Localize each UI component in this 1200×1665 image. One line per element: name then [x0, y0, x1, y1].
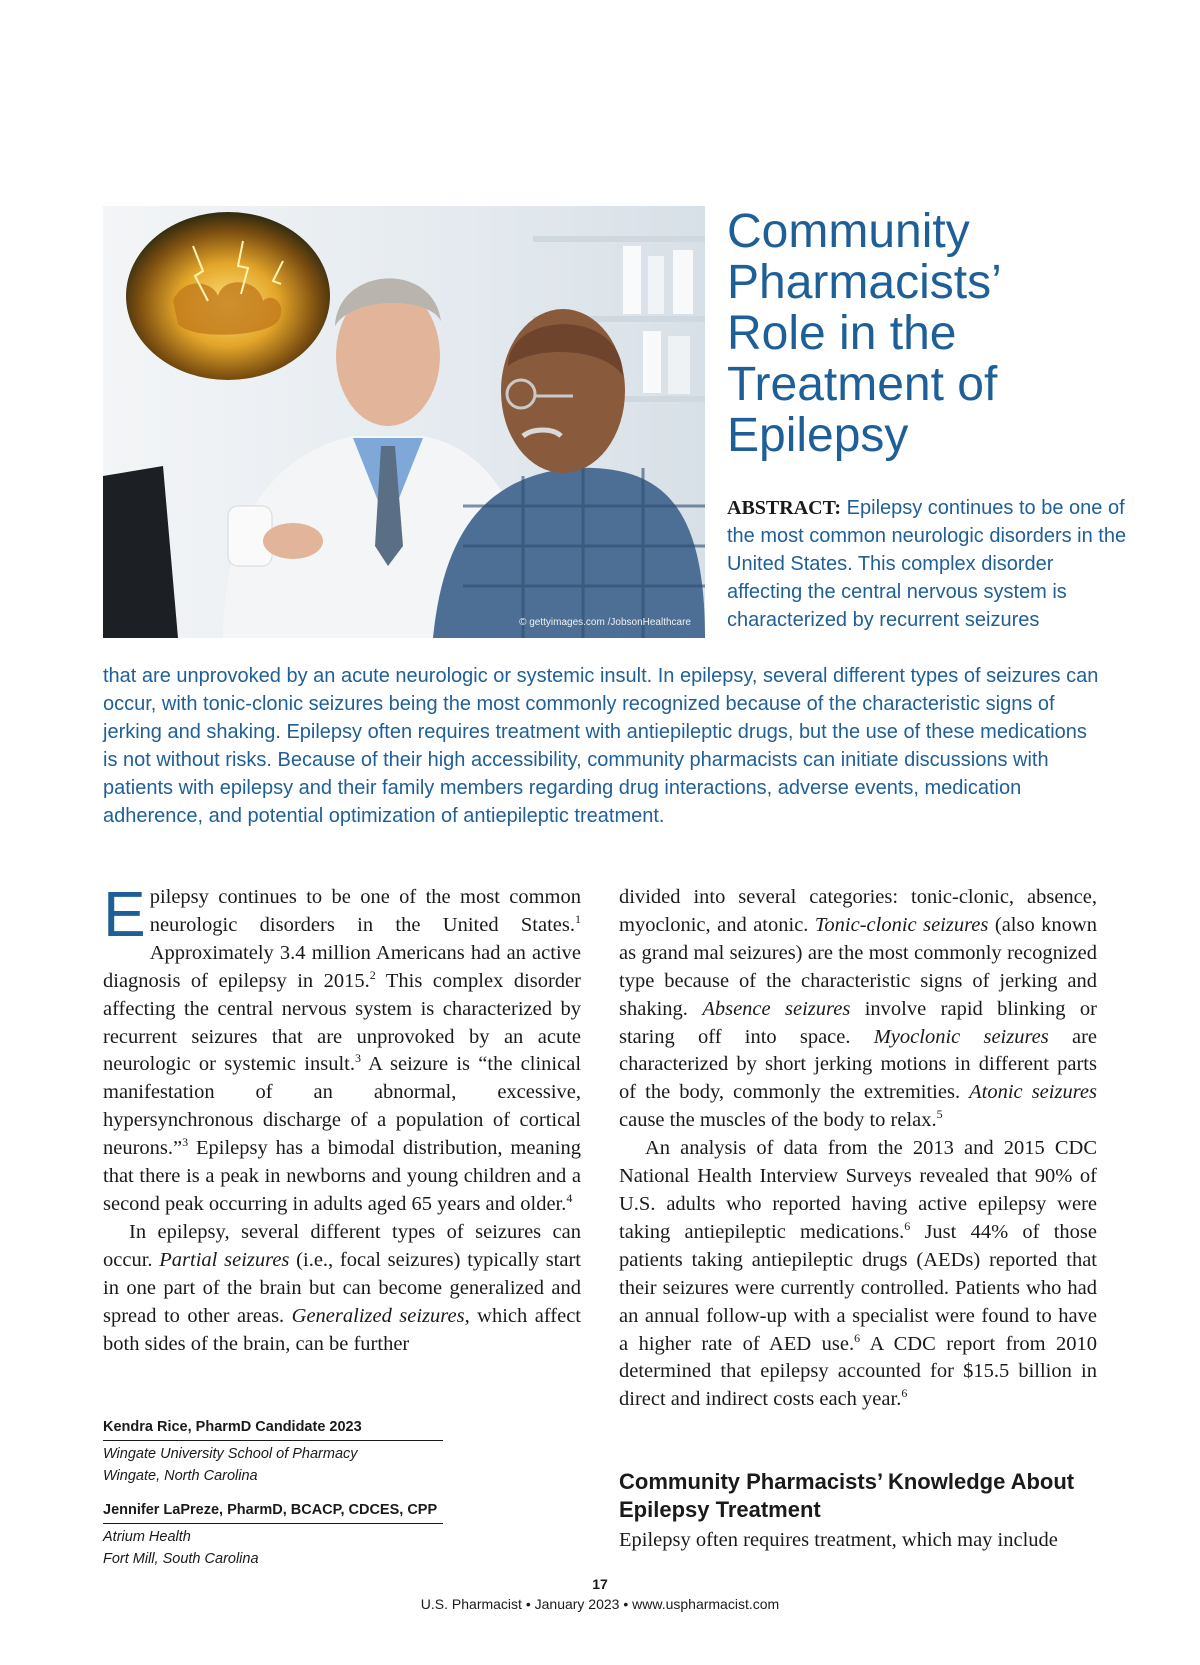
citation: 5	[936, 1107, 943, 1122]
italic-term: Absence seizures	[702, 997, 851, 1020]
citation: 2	[369, 967, 376, 982]
title-line: Pharmacists’	[727, 256, 1002, 309]
title-line: Role in the	[727, 307, 957, 360]
citation: 6	[854, 1330, 861, 1345]
citation: 1	[575, 912, 581, 927]
italic-term: Myoclonic seizures	[873, 1025, 1049, 1048]
text-run: (i.e., focal seizures) typically start in one part of the brain but can become generalized and spread to other areas.	[103, 1248, 582, 1327]
text-run: Just 44% of those patients taking antiepileptic drugs (AEDs) reported that their seizures were currently controlled. Patients who had an annual follow-up with a specialist were found to have a higher rate of AED use.	[619, 1220, 1097, 1355]
text-run: In epilepsy, several different types of seizures can occur.	[103, 1220, 581, 1271]
text-run: (also known as grand mal seizures) are the most commonly recognized type because of the characteristic signs of jerking and shaking.	[619, 913, 1097, 1020]
pharmacist-photo-illustration	[103, 206, 705, 638]
author-1	[103, 1416, 443, 1487]
abstract-text-top: Epilepsy continues to be one of the most common neurologic disorders in the United States. This complex disorder affecting the central nervous system is characterized by recurrent seizures	[727, 497, 1127, 631]
author-affiliation: Atrium Health	[103, 1529, 191, 1545]
text-run: An analysis of data from the 2013 and 2015 CDC National Health Interview Surveys revealed that 90% of U.S. adults who reported having active epilepsy were taking antiepileptic medications.	[619, 1137, 1097, 1243]
text-run: are characterized by short jerking motions in different parts of the body, commonly the extremities.	[619, 1025, 1098, 1104]
author-affiliation: Wingate University School of Pharmacy	[103, 1446, 358, 1462]
text-run: , which affect both sides of the brain, can be further	[103, 1304, 582, 1355]
citation: 3	[354, 1051, 361, 1066]
body-paragraph	[103, 1219, 581, 1359]
text-run: A seizure is “the clinical manifestation of an abnormal, excessive, hypersynchronous discharge of a population of cortical neurons.”	[103, 1053, 582, 1160]
page-footer	[0, 1574, 1200, 1614]
section-heading: Community Pharmacists’ Knowledge About Epilepsy Treatment	[619, 1469, 1075, 1522]
section-text: Epilepsy often requires treatment, which may include	[619, 1529, 1058, 1551]
italic-term: Tonic-clonic seizures	[814, 913, 989, 936]
italic-term: Partial seizures	[159, 1248, 290, 1271]
text-run: This complex disorder affecting the central nervous system is characterized by recurrent seizures that are unprovoked by an acute neurologic or systemic insult.	[103, 969, 581, 1076]
italic-term: Atonic seizures	[969, 1081, 1097, 1104]
text-run: Epilepsy has a bimodal distribution, meaning that there is a peak in newborns and young children and a second peak occurring in adults aged 65 years and older.	[103, 1137, 581, 1215]
photo-credit: © gettyimages.com /JobsonHealthcare	[519, 617, 691, 628]
article-photo	[103, 206, 705, 638]
citation: 6	[904, 1219, 911, 1234]
text-run: pilepsy continues to be one of the most common neurologic disorders in the United States.	[149, 886, 581, 936]
author-location: Fort Mill, South Carolina	[103, 1551, 259, 1567]
body-column-right	[619, 884, 1097, 1414]
abstract-label: ABSTRACT:	[727, 497, 842, 519]
publication-line: U.S. Pharmacist • January 2023 • www.uspharmacist.com	[420, 1596, 780, 1612]
title-line: Community	[727, 205, 970, 258]
author-block	[103, 1416, 443, 1570]
title-line: Treatment of	[727, 358, 998, 411]
text-run: cause the muscles of the body to relax.	[619, 1109, 937, 1132]
author-name: Jennifer LaPreze, PharmD, BCACP, CDCES, CPP	[103, 1499, 443, 1524]
author-name: Kendra Rice, PharmD Candidate 2023	[103, 1416, 443, 1441]
title-line: Epilepsy	[727, 409, 909, 462]
italic-term: Generalized seizures	[291, 1304, 465, 1327]
body-column-left	[103, 878, 582, 1358]
text-run: divided into several categories: tonic-clonic, absence, myoclonic, and atonic.	[619, 886, 1097, 936]
body-paragraph	[619, 1135, 1097, 1414]
text-run: A CDC report from 2010 determined that epilepsy accounted for $15.5 billion in direct and indirect costs each year.	[619, 1332, 1097, 1411]
citation: 3	[182, 1135, 189, 1150]
article-title	[727, 206, 1167, 461]
citation: 6	[901, 1386, 908, 1401]
abstract-text-bottom: that are unprovoked by an acute neurologic or systemic insult. In epilepsy, several different types of seizures can occur, with tonic-clonic seizures being the most commonly recognized because of the characteristic signs of jerking and shaking. Epilepsy often requires treatment with antiepileptic drugs, but the use of these medications is not without risks. Because of their high accessibility, community pharmacists can initiate discussions with patients with epilepsy and their family members regarding drug interactions, adverse events, medication adherence, and potential optimization of antiepileptic treatment.	[103, 665, 1099, 827]
author-location: Wingate, North Carolina	[103, 1468, 258, 1484]
author-2	[103, 1499, 443, 1570]
text-run: involve rapid blinking or staring off into space.	[619, 997, 1097, 1048]
text-run: Approximately 3.4 million Americans had an active diagnosis of epilepsy in 2015.	[103, 941, 581, 992]
page-number: 17	[592, 1576, 608, 1592]
body-paragraph	[619, 884, 1097, 1135]
drop-cap: E	[103, 878, 146, 950]
body-paragraph	[103, 878, 582, 1219]
citation: 4	[566, 1191, 573, 1206]
abstract-top	[727, 494, 1127, 634]
